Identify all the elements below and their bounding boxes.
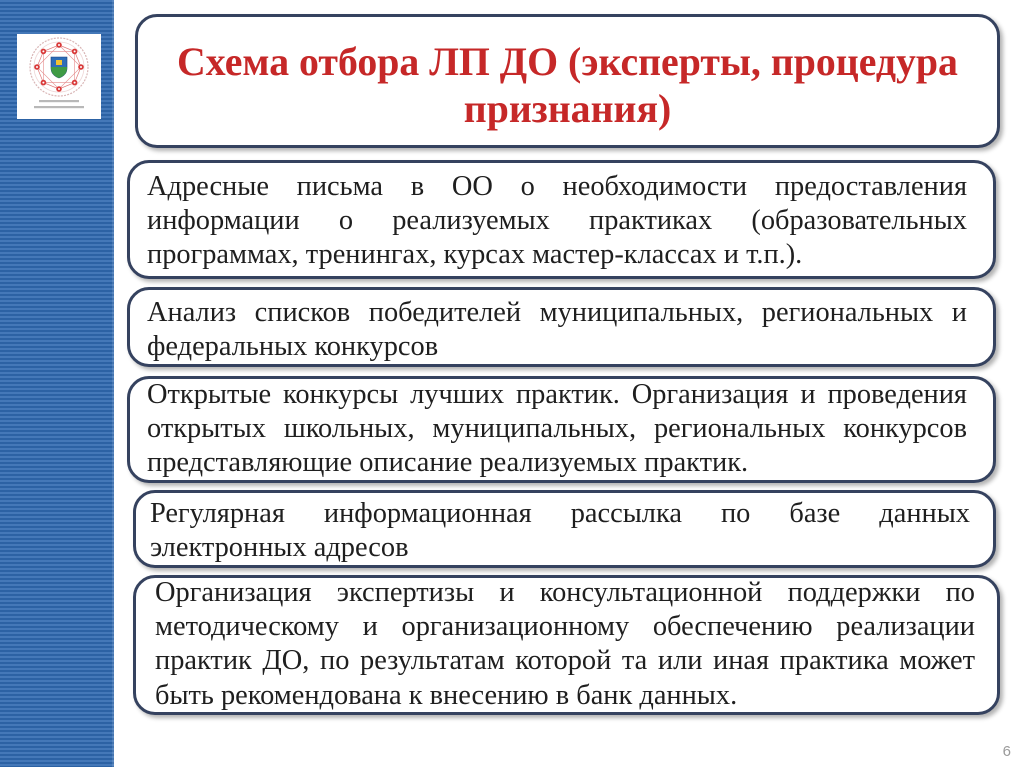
logo [17, 34, 101, 119]
step-box-expertise [133, 575, 1000, 715]
title-box [135, 14, 1000, 148]
page-number: 6 [1002, 743, 1011, 760]
step-text: Адресные письма в ОО о необходимости предоставления информации о реализуемых практиках (образовательных программах, тренингах, курсах мастер-классах и т.п.). [147, 171, 967, 271]
step-text: Организация экспертизы и консультационной поддержки по методическому и организационному обеспечению реализации практик ДО, по результатам которой та или иная практика может быть рекомендована к внесению в банк данных. [155, 577, 975, 711]
step-box-letters [127, 160, 996, 279]
step-text: Анализ списков победителей муниципальных, региональных и федеральных конкурсов [147, 297, 967, 363]
step-box-winners-analysis [127, 287, 996, 367]
slide-title: Схема отбора ЛП ДО (эксперты, процедура признания) [177, 40, 958, 131]
regional-emblem-icon [17, 34, 101, 119]
step-box-mailing [133, 490, 996, 568]
step-text: Открытые конкурсы лучших практик. Организация и проведения открытых школьных, муниципальных, региональных конкурсов представляющие описание реализуемых практик. [147, 379, 967, 479]
step-box-open-contests [127, 376, 996, 483]
step-text: Регулярная информационная рассылка по базе данных электронных адресов [150, 498, 970, 564]
